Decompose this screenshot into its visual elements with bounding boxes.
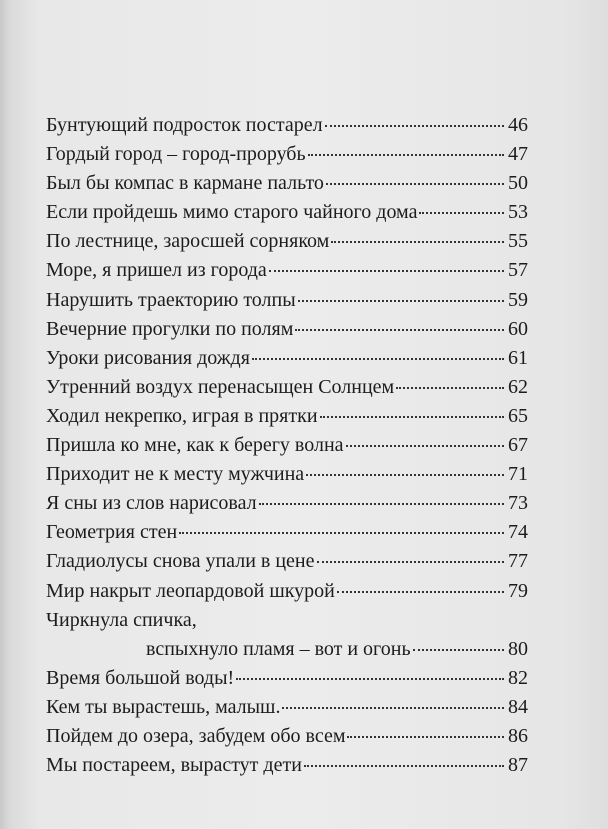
- toc-entry-page: 82: [508, 666, 528, 689]
- toc-entry-title: Пойдем до озера, забудем обо всем: [46, 724, 346, 747]
- toc-entry: [46, 198, 528, 227]
- toc-entry-title-line1: Чиркнула спичка,: [46, 608, 197, 631]
- toc-entry-page: 67: [508, 434, 528, 457]
- toc-entry-title: Гордый город – город-прорубь: [46, 143, 306, 166]
- toc-entry: [46, 577, 528, 606]
- toc-entry-title: Ходил некрепко, играя в прятки: [46, 404, 318, 427]
- toc-entry-title: Время большой воды!: [46, 666, 235, 689]
- toc-leader-dots: [298, 300, 504, 302]
- toc-entry-page: 61: [508, 346, 528, 369]
- toc-entry: [46, 286, 528, 315]
- toc-entry: [46, 315, 528, 344]
- toc-leader-dots: [347, 736, 504, 738]
- toc-entry-page: 87: [508, 754, 528, 777]
- toc-leader-dots: [306, 474, 504, 476]
- toc-entry-page: 84: [508, 695, 528, 718]
- toc-entry: [46, 140, 528, 169]
- toc-leader-dots: [179, 532, 504, 534]
- toc-entry-page: 53: [508, 201, 528, 224]
- toc-entry-page: 47: [508, 143, 528, 166]
- toc-entry-title: Геометрия стен: [46, 521, 178, 544]
- toc-entry-title-line2: вспыхнуло пламя – вот и огонь: [146, 637, 411, 660]
- toc-entry: [46, 693, 528, 722]
- toc-entry-page: 60: [508, 317, 528, 340]
- toc-entry: [46, 169, 528, 198]
- toc-entry-page: 77: [508, 550, 528, 573]
- toc-entry-title: Был бы компас в кармане пальто: [46, 172, 324, 195]
- toc-entry-title: Мир накрыт леопардовой шкурой: [46, 579, 335, 602]
- toc-leader-dots: [413, 649, 504, 651]
- toc-entry-page: 65: [508, 404, 528, 427]
- toc-entry: [46, 518, 528, 547]
- toc-entry-page: 86: [508, 724, 528, 747]
- toc-entry-title: Пришла ко мне, как к берегу волна: [46, 434, 344, 457]
- toc-entry-title: Если пройдешь мимо старого чайного дома: [46, 201, 418, 224]
- toc-entry-page: 55: [508, 230, 528, 253]
- toc-entry-page: 71: [508, 463, 528, 486]
- toc-entry-multiline: [46, 606, 528, 664]
- toc-entry: [46, 344, 528, 373]
- toc-entry-title: Мы постареем, вырастут дети: [46, 754, 302, 777]
- toc-entry-title: Утренний воздух перенасыщен Солнцем: [46, 375, 395, 398]
- toc-leader-dots: [295, 329, 504, 331]
- toc-entry: [46, 489, 528, 518]
- toc-entry-page: 57: [508, 259, 528, 282]
- toc-leader-dots: [317, 561, 504, 563]
- toc-leader-dots: [346, 445, 504, 447]
- toc-leader-dots: [396, 387, 504, 389]
- toc-entry: [46, 751, 528, 780]
- toc-leader-dots: [331, 241, 504, 243]
- toc-entry: [46, 227, 528, 256]
- toc-leader-dots: [325, 125, 504, 127]
- toc-entry-title: Приходит не к месту мужчина: [46, 463, 305, 486]
- toc-entry-page: 80: [508, 637, 528, 660]
- toc-entry-title: Гладиолусы снова упали в цене: [46, 550, 315, 573]
- toc-leader-dots: [320, 416, 504, 418]
- toc-leader-dots: [259, 503, 504, 505]
- toc-entry: [46, 402, 528, 431]
- toc-entry-page: 50: [508, 172, 528, 195]
- toc-entry-page: 79: [508, 579, 528, 602]
- toc-leader-dots: [326, 183, 504, 185]
- toc-entry-title: По лестнице, заросшей сорняком: [46, 230, 330, 253]
- toc-entry-title: Я сны из слов нарисовал: [46, 492, 257, 515]
- toc-entry: [46, 664, 528, 693]
- toc-leader-dots: [308, 154, 504, 156]
- toc-leader-dots: [252, 358, 504, 360]
- toc-leader-dots: [419, 212, 504, 214]
- table-of-contents: [46, 111, 528, 780]
- toc-entry: [46, 547, 528, 576]
- toc-entry-title: Море, я пришел из города: [46, 259, 267, 282]
- toc-entry: [46, 431, 528, 460]
- toc-entry: [46, 722, 528, 751]
- toc-leader-dots: [304, 765, 504, 767]
- toc-entry-title: Вечерние прогулки по полям: [46, 317, 294, 340]
- toc-entry-page: 62: [508, 375, 528, 398]
- toc-entry-title: Нарушить траекторию толпы: [46, 288, 296, 311]
- toc-leader-dots: [236, 678, 504, 680]
- toc-entry-page: 74: [508, 521, 528, 544]
- toc-leader-dots: [337, 591, 504, 593]
- toc-entry-page: 46: [508, 114, 528, 136]
- toc-entry: [46, 256, 528, 285]
- toc-entry: [46, 460, 528, 489]
- toc-entry-page: 73: [508, 492, 528, 515]
- toc-entry: [46, 111, 528, 140]
- toc-leader-dots: [282, 707, 504, 709]
- toc-entry-page: 59: [508, 288, 528, 311]
- toc-leader-dots: [269, 270, 504, 272]
- toc-entry-title: Уроки рисования дождя: [46, 346, 250, 369]
- toc-entry-title: Кем ты вырастешь, малыш.: [46, 695, 281, 718]
- toc-entry: [46, 373, 528, 402]
- toc-entry-title: Бунтующий подросток постарел: [46, 114, 323, 136]
